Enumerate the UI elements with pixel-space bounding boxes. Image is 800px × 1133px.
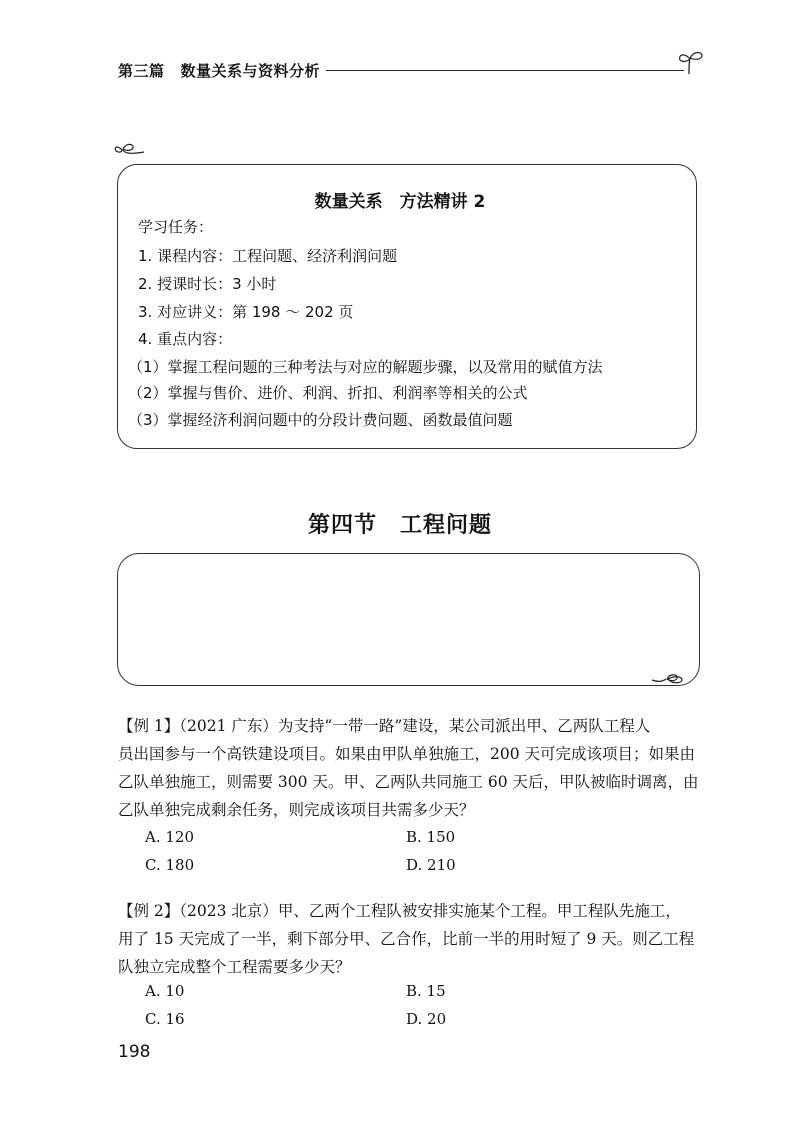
study-box-title: 数量关系 方法精讲 2 [314, 192, 486, 212]
option-d: D. 20 [406, 1010, 447, 1028]
example-line: 乙队单独施工，则需要 300 天。甲、乙两队共同施工 60 天后，甲队被临时调离，由 [118, 773, 699, 791]
example-line: 【例 1】（2021 广东）为支持“一带一路”建设，某公司派出甲、乙两队工程人 [118, 717, 651, 735]
option-a: A. 10 [145, 982, 185, 1000]
example-2 [118, 897, 700, 981]
example-line: 用了 15 天完成了一半，剩下部分甲、乙合作，比前一半的用时短了 9 天。则乙工程 [118, 930, 695, 948]
task-item: 1. 课程内容：工程问题、经济利润问题 [138, 247, 398, 265]
option-a: A. 120 [145, 828, 194, 846]
sprout-icon [648, 668, 686, 688]
note-box [117, 553, 700, 686]
key-point: （3）掌握经济利润问题中的分段计费问题、函数最值问题 [128, 411, 513, 429]
option-b: B. 15 [406, 982, 446, 1000]
header-part: 第三篇 [118, 62, 165, 80]
running-header [118, 60, 320, 81]
example-line: 队独立完成整个工程需要多少天？ [118, 958, 351, 976]
task-item: 2. 授课时长：3 小时 [138, 275, 277, 293]
example-line: 员出国参与一个高铁建设项目。如果由甲队单独施工，200 天可完成该项目；如果由 [118, 745, 696, 763]
task-heading: 学习任务： [138, 218, 214, 236]
header-title: 数量关系与资料分析 [180, 62, 321, 80]
task-item: 4. 重点内容： [138, 330, 233, 348]
example-line: 【例 2】（2023 北京）甲、乙两个工程队被安排实施某个工程。甲工程队先施工， [118, 902, 681, 920]
sprout-icon [112, 136, 146, 160]
option-c: C. 16 [145, 1010, 185, 1028]
header-rule [326, 70, 684, 71]
option-c: C. 180 [145, 856, 195, 874]
key-point: （2）掌握与售价、进价、利润、折扣、利润率等相关的公式 [128, 384, 528, 402]
task-item: 3. 对应讲义：第 198 ～ 202 页 [138, 303, 354, 321]
option-b: B. 150 [406, 828, 456, 846]
key-point: （1）掌握工程问题的三种考法与对应的解题步骤，以及常用的赋值方法 [128, 358, 603, 376]
example-1 [118, 712, 700, 824]
page-number: 198 [118, 1042, 151, 1062]
sprout-icon [676, 48, 706, 76]
example-line: 乙队单独完成剩余任务，则完成该项目共需多少天？ [118, 801, 475, 819]
section-title: 第四节 工程问题 [307, 512, 492, 538]
option-d: D. 210 [406, 856, 456, 874]
